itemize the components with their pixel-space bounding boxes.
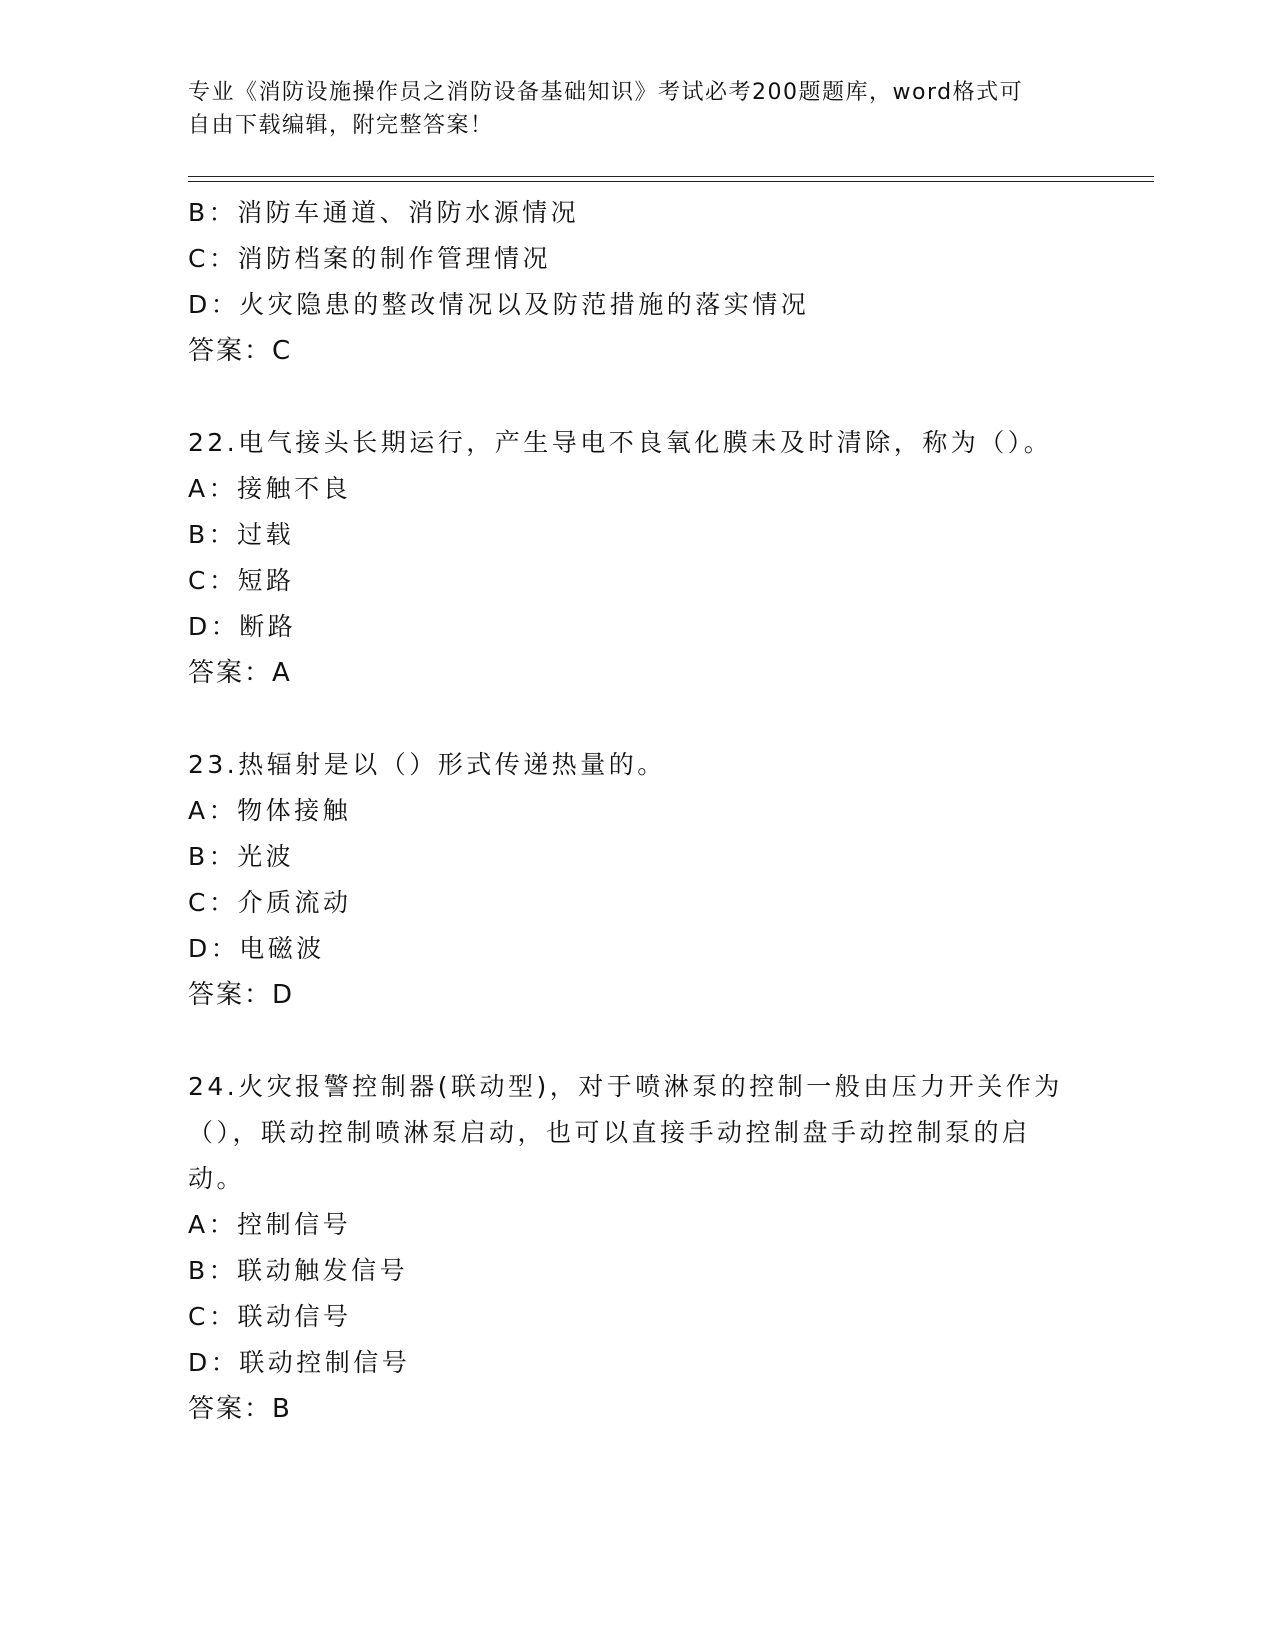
- q24-text-line-2: （），联动控制喷淋泵启动，也可以直接手动控制盘手动控制泵的启: [188, 1118, 1031, 1147]
- q21-option-c: C：消防档案的制作管理情况: [188, 244, 551, 273]
- header-title-line-1: 专业《消防设施操作员之消防设备基础知识》考试必考200题题库，word格式可: [188, 80, 1024, 105]
- header-divider: [188, 176, 1154, 182]
- q23-answer: 答案：D: [188, 980, 295, 1010]
- q23-option-d: D：电磁波: [188, 934, 325, 963]
- q23-option-c: C：介质流动: [188, 888, 352, 917]
- q22-option-b: B：过载: [188, 520, 295, 549]
- q24-option-d: D：联动控制信号: [188, 1348, 411, 1377]
- q22-option-d: D：断路: [188, 612, 297, 641]
- q21-answer: 答案：C: [188, 336, 293, 366]
- q21-option-d: D：火灾隐患的整改情况以及防范措施的落实情况: [188, 290, 810, 319]
- q22-answer: 答案：A: [188, 658, 292, 688]
- q24-option-b: B：联动触发信号: [188, 1256, 409, 1285]
- q24-answer: 答案：B: [188, 1394, 292, 1424]
- q22-text: 22.电气接头长期运行，产生导电不良氧化膜未及时清除，称为（）。: [188, 428, 1053, 457]
- question-21-tail: [188, 190, 1108, 374]
- header-title-line-2: 自由下载编辑，附完整答案！: [188, 113, 494, 138]
- question-23: [188, 742, 1108, 1018]
- question-list: [188, 190, 1108, 1432]
- q24-option-a: A：控制信号: [188, 1210, 352, 1239]
- question-22: [188, 420, 1108, 696]
- q23-text: 23.热辐射是以（）形式传递热量的。: [188, 750, 666, 779]
- q22-option-c: C：短路: [188, 566, 295, 595]
- q24-option-c: C：联动信号: [188, 1302, 352, 1331]
- q21-option-b: B：消防车通道、消防水源情况: [188, 198, 580, 227]
- question-24: [188, 1064, 1108, 1432]
- q23-option-b: B：光波: [188, 842, 295, 871]
- q23-option-a: A：物体接触: [188, 796, 352, 825]
- q24-text-line-1: 24.火灾报警控制器(联动型)，对于喷淋泵的控制一般由压力开关作为: [188, 1072, 1063, 1101]
- document-header: [188, 76, 1088, 142]
- q24-text-line-3: 动。: [188, 1164, 246, 1193]
- q22-option-a: A：接触不良: [188, 474, 352, 503]
